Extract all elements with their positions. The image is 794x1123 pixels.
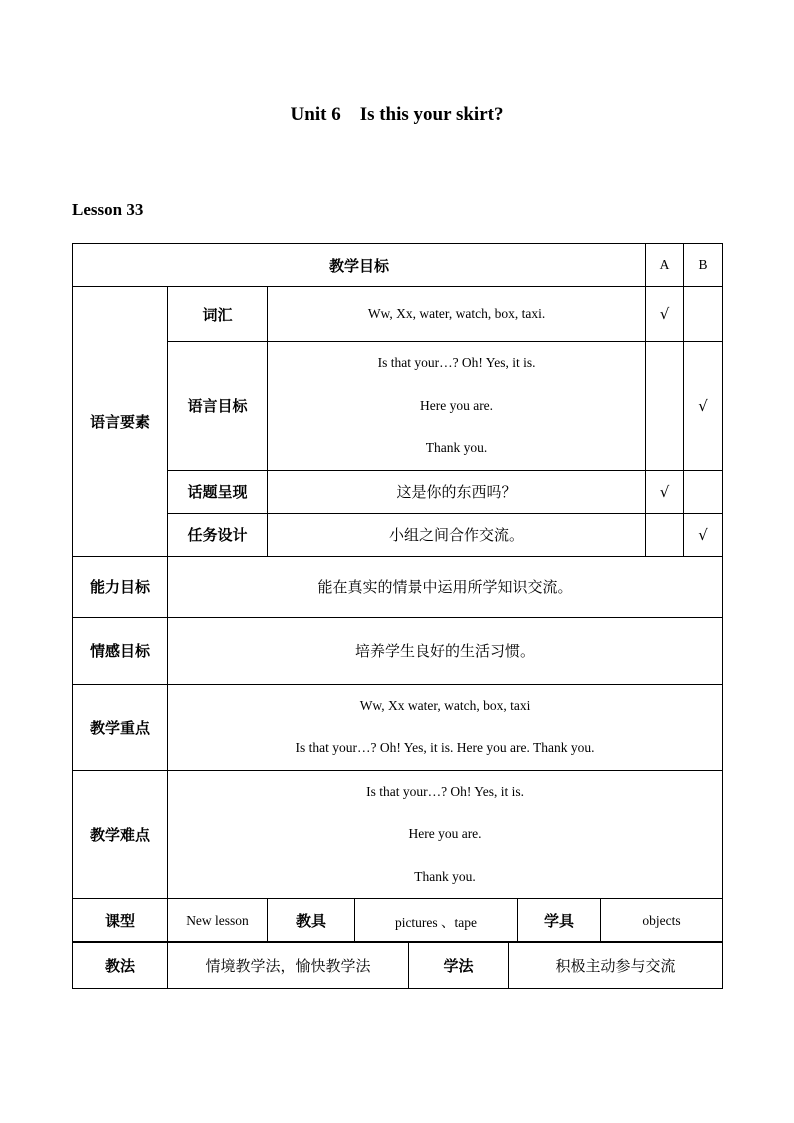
row-label-topic: 话题呈现 — [168, 470, 268, 513]
lesson-heading: Lesson 33 — [72, 200, 144, 219]
tools-value: pictures 、tape — [355, 899, 518, 943]
topic-content: 这是你的东西吗？ — [268, 470, 646, 513]
table-row-task — [73, 513, 723, 556]
topic-mark-a: √ — [646, 470, 684, 513]
header-col-b: B — [684, 244, 723, 287]
learning-method-value: 积极主动参与交流 — [509, 942, 723, 989]
table-row-vocab — [73, 287, 723, 342]
row-label-emotion: 情感目标 — [73, 617, 168, 684]
table-row-difficulties — [73, 770, 723, 899]
row-label-language-elements: 语言要素 — [73, 287, 168, 557]
task-content: 小组之间合作交流。 — [268, 513, 646, 556]
language-goal-mark-a — [646, 342, 684, 471]
ability-content: 能在真实的情景中运用所学知识交流。 — [168, 556, 723, 617]
objectives-table — [72, 243, 723, 899]
row-label-language-goal: 语言目标 — [168, 342, 268, 471]
student-tools-label: 学具 — [518, 899, 601, 943]
row-label-ability: 能力目标 — [73, 556, 168, 617]
topic-mark-b — [684, 470, 723, 513]
key-points-content — [168, 684, 723, 770]
learning-method-label: 学法 — [409, 942, 509, 989]
header-col-a: A — [646, 244, 684, 287]
difficulties-line: Here you are. — [408, 826, 482, 841]
difficulties-line: Is that your…? Oh! Yes, it is. — [366, 783, 524, 799]
task-mark-b: √ — [684, 513, 723, 556]
row-label-key-points: 教学重点 — [73, 684, 168, 770]
language-goal-mark-b: √ — [684, 342, 723, 471]
difficulties-content — [168, 770, 723, 899]
header-objectives: 教学目标 — [73, 244, 646, 287]
teaching-method-value: 情境教学法，愉快教学法 — [168, 942, 409, 989]
teaching-method-label: 教法 — [73, 942, 168, 989]
table-row-lesson-type — [73, 899, 723, 943]
table-row-key-points — [73, 684, 723, 770]
language-goal-line: Is that your…? Oh! Yes, it is. — [377, 355, 536, 370]
vocab-content: Ww, Xx, water, watch, box, taxi. — [268, 287, 646, 342]
table-row-language-goal — [73, 342, 723, 471]
page-title: Unit 6 Is this your skirt? — [290, 104, 504, 125]
difficulties-line: Thank you. — [414, 868, 476, 884]
table-row-ability — [73, 556, 723, 617]
vocab-mark-a: √ — [646, 287, 684, 342]
methods-table — [72, 941, 723, 989]
vocab-mark-b — [684, 287, 723, 342]
key-points-line: Is that your…? Oh! Yes, it is. Here you are. Thank you. — [295, 740, 595, 755]
language-goal-content — [268, 342, 646, 471]
row-label-lesson-type: 课型 — [73, 899, 168, 943]
row-label-vocab: 词汇 — [168, 287, 268, 342]
language-goal-line: Here you are. — [419, 397, 494, 413]
table-row-topic — [73, 470, 723, 513]
tools-label: 教具 — [268, 899, 355, 943]
lesson-type-table — [72, 898, 723, 943]
task-mark-a — [646, 513, 684, 556]
table-header-row — [73, 244, 723, 287]
table-row-methods — [73, 942, 723, 989]
emotion-content: 培养学生良好的生活习惯。 — [168, 617, 723, 684]
table-row-emotion — [73, 617, 723, 684]
lesson-type-value: New lesson — [168, 899, 268, 943]
row-label-difficulties: 教学难点 — [73, 770, 168, 899]
student-tools-value: objects — [601, 899, 723, 943]
key-points-line: Ww, Xx water, watch, box, taxi — [359, 697, 531, 713]
row-label-task: 任务设计 — [168, 513, 268, 556]
language-goal-line: Thank you. — [425, 440, 488, 455]
